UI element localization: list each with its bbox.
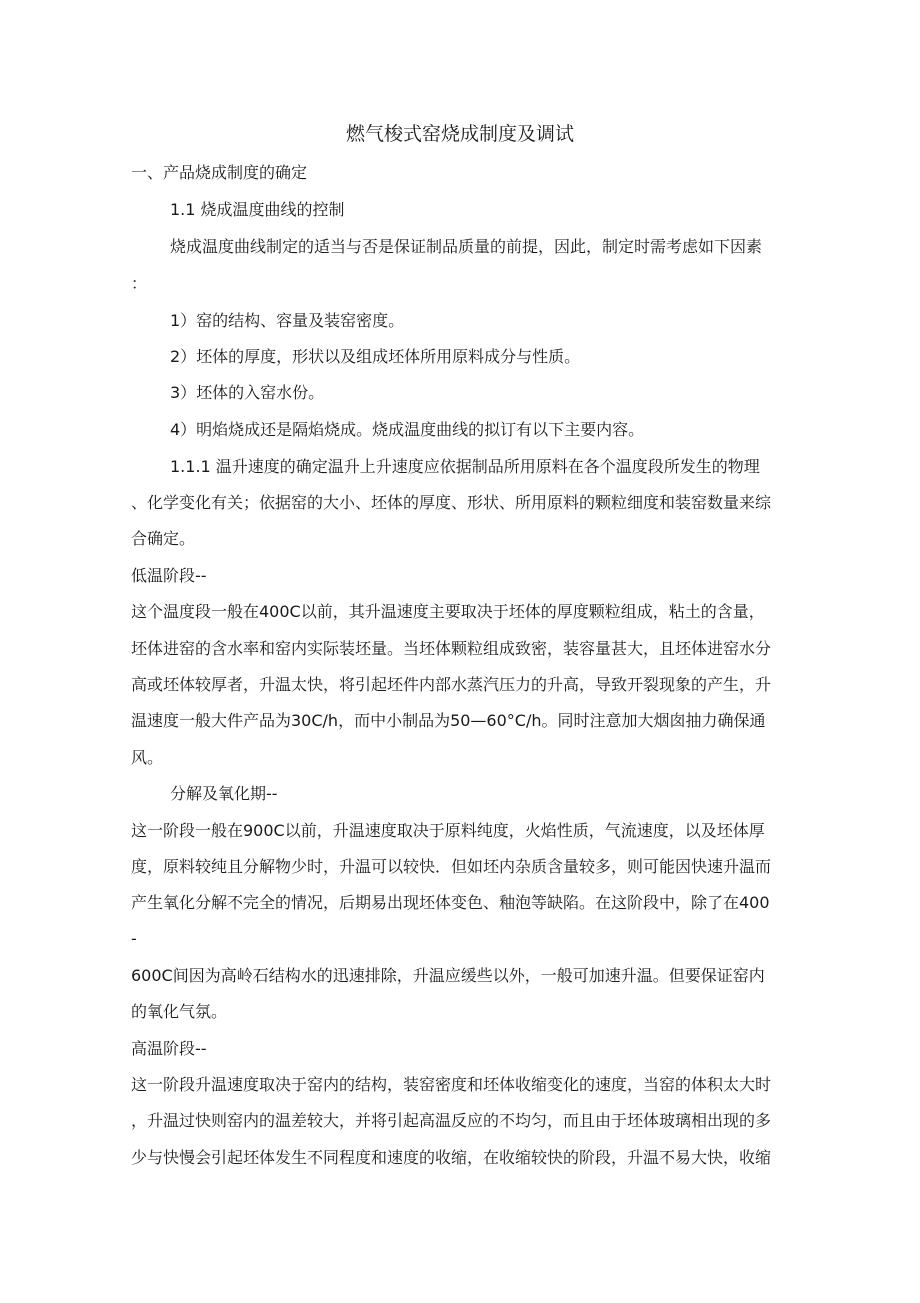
list-item: 2）坯体的厚度，形状以及组成坯体所用原料成分与性质。 xyxy=(170,347,581,366)
paragraph-line: 的氧化气氛。 xyxy=(131,1002,228,1021)
paragraph-line: 、化学变化有关；依据窑的大小、坯体的厚度、形状、所用原料的颗粒细度和装窑数量来综 xyxy=(131,493,772,512)
paragraph-line: 高或坯体较厚者，升温太快，将引起坯件内部水蒸汽压力的升高，导致开裂现象的产生，升 xyxy=(131,675,772,694)
list-item: 1）窑的结构、容量及装窑密度。 xyxy=(170,311,405,330)
paragraph-line: 这一阶段升温速度取决于窑内的结构，装窑密度和坯体收缩变化的速度，当窑的体积太大时 xyxy=(131,1075,772,1094)
subsection-heading: 1.1 烧成温度曲线的控制 xyxy=(170,200,345,219)
paragraph-line: 温速度一般大件产品为30C/h，而中小制品为50—60°C/h。同时注意加大烟囱抽力确保通 xyxy=(131,711,766,730)
paragraph-line: ，升温过快则窑内的温差较大，并将引起高温反应的不均匀，而且由于坯体玻璃相出现的多 xyxy=(131,1111,772,1130)
paragraph-line: 风。 xyxy=(131,748,164,767)
list-item: 3）坯体的入窑水份。 xyxy=(170,383,325,402)
paragraph-line: 少与快慢会引起坯体发生不同程度和速度的收缩，在收缩较快的阶段，升温不易大快，收缩 xyxy=(131,1148,772,1167)
subsection-paragraph-line: 1.1.1 温升速度的确定温升上升速度应依据制品所用原料在各个温度段所发生的物理 xyxy=(170,457,760,476)
paragraph-line: 烧成温度曲线制定的适当与否是保证制品质量的前提，因此，制定时需考虑如下因素 xyxy=(170,237,763,256)
paragraph-line: - xyxy=(131,929,137,948)
stage-heading: 分解及氧化期-- xyxy=(170,784,278,803)
paragraph-line: ： xyxy=(131,274,148,293)
paragraph-line: 产生氧化分解不完全的情况，后期易出现坯体变色、釉泡等缺陷。在这阶段中，除了在400 xyxy=(131,893,770,912)
stage-heading: 低温阶段-- xyxy=(131,566,207,585)
paragraph-line: 合确定。 xyxy=(131,529,196,548)
list-item: 4）明焰烧成还是隔焰烧成。烧成温度曲线的拟订有以下主要内容。 xyxy=(170,420,645,439)
paragraph-line: 度，原料较纯且分解物少时，升温可以较快．但如坯内杂质含量较多，则可能因快速升温而 xyxy=(131,857,772,876)
paragraph-line: 这一阶段一般在900C以前，升温速度取决于原料纯度，火焰性质，气流速度，以及坯体厚 xyxy=(131,821,765,840)
paragraph-line: 这个温度段一般在400C以前，其升温速度主要取决于坯体的厚度颗粒组成，粘土的含量， xyxy=(131,602,765,621)
section-heading: 一、产品烧成制度的确定 xyxy=(131,163,308,182)
paragraph-line: 600C间因为高岭石结构水的迅速排除，升温应缓些以外，一般可加速升温。但要保证窑内 xyxy=(131,966,765,985)
paragraph-line: 坯体进窑的含水率和窑内实际装坯量。当坯体颗粒组成致密，装容量甚大，且坯体进窑水分 xyxy=(131,639,772,658)
page-title: 燃气梭式窑烧成制度及调试 xyxy=(345,123,574,145)
stage-heading: 高温阶段-- xyxy=(131,1039,207,1058)
